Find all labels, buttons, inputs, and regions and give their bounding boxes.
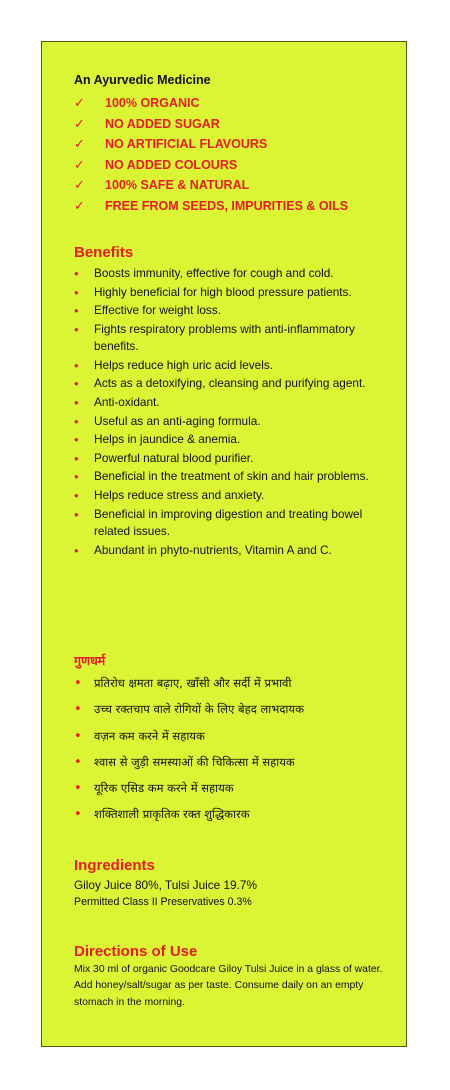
claim-text: 100% ORGANIC — [105, 96, 200, 110]
claim-item — [74, 196, 394, 217]
benefit-text: Useful as an anti-aging formula. — [94, 413, 261, 428]
directions-text: Mix 30 ml of organic Goodcare Giloy Tulsi Juice in a glass of water. Add honey/salt/sugar as per taste. Consume daily on an empty stomach in the morning. — [74, 964, 383, 1008]
claim-text: NO ADDED COLOURS — [105, 157, 238, 172]
bullet-icon: • — [74, 376, 79, 392]
benefit-item — [74, 357, 374, 374]
hindi-benefit-item — [74, 806, 394, 823]
benefit-text: Beneficial in improving digestion and treating bowel related issues. — [94, 506, 363, 538]
benefit-text: Helps reduce stress and anxiety. — [94, 487, 265, 502]
claim-text: NO ARTIFICIAL FLAVOURS — [105, 137, 268, 151]
checkmark-icon: ✓ — [74, 177, 85, 192]
claim-item — [74, 155, 394, 176]
bullet-icon: • — [74, 432, 79, 448]
hindi-benefit-text: श्वास से जुड़ी समस्याओं की चिकित्सा में सहायक — [94, 754, 295, 769]
ingredients-preservatives: Permitted Class II Preservatives 0.3% — [74, 896, 252, 908]
benefit-text: Abundant in phyto-nutrients, Vitamin A and C. — [94, 542, 332, 557]
bullet-icon: • — [74, 450, 79, 466]
hindi-benefit-item — [74, 780, 394, 797]
benefit-text: Highly beneficial for high blood pressure patients. — [94, 284, 352, 299]
bullet-icon: • — [74, 702, 82, 718]
bullet-icon: • — [74, 469, 79, 485]
hindi-benefit-item — [74, 701, 394, 718]
bullet-icon: • — [74, 487, 79, 503]
benefit-item — [74, 506, 374, 541]
claim-text: NO ADDED SUGAR — [105, 116, 220, 131]
label-panel — [41, 41, 407, 1047]
benefit-item — [74, 394, 374, 411]
benefit-item — [74, 375, 374, 392]
intro-title: An Ayurvedic Medicine — [74, 73, 211, 87]
benefit-item — [74, 265, 374, 282]
bullet-icon: • — [74, 266, 79, 281]
bullet-icon: • — [74, 676, 82, 691]
ingredients-composition: Giloy Juice 80%, Tulsi Juice 19.7% — [74, 878, 257, 892]
benefit-item — [74, 542, 374, 559]
claims-list — [74, 93, 394, 216]
hindi-benefits-list — [74, 675, 394, 823]
benefit-text: Helps in jaundice & anemia. — [94, 432, 241, 447]
bullet-icon: • — [74, 807, 82, 823]
directions-section — [74, 943, 386, 1011]
checkmark-icon: ✓ — [74, 197, 85, 213]
hindi-benefit-text: वज़न कम करने में सहायक — [94, 728, 205, 743]
bullet-icon: • — [74, 303, 79, 319]
hindi-benefits-heading: गुणधर्म — [74, 654, 106, 668]
claim-item — [74, 134, 394, 155]
benefit-text: Beneficial in the treatment of skin and hair problems. — [94, 469, 369, 484]
checkmark-icon: ✓ — [74, 95, 85, 110]
benefit-item — [74, 302, 374, 319]
benefit-text: Boosts immunity, effective for cough and cold. — [94, 266, 334, 280]
benefits-list — [74, 265, 374, 559]
bullet-icon: • — [74, 394, 79, 410]
bullet-icon: • — [74, 413, 79, 429]
directions-heading: Directions of Use — [74, 943, 198, 960]
claim-text: 100% SAFE & NATURAL — [105, 178, 250, 192]
bullet-icon: • — [74, 781, 82, 797]
benefit-item — [74, 284, 374, 301]
intro-section — [74, 73, 394, 216]
bullet-icon: • — [74, 506, 79, 522]
hindi-benefit-item — [74, 754, 394, 771]
bullet-icon: • — [74, 321, 79, 337]
benefit-text: Anti-oxidant. — [94, 394, 160, 409]
bullet-icon: • — [74, 357, 79, 373]
checkmark-icon: ✓ — [74, 156, 85, 172]
checkmark-icon: ✓ — [74, 115, 85, 131]
benefit-item — [74, 321, 374, 356]
hindi-benefit-item — [74, 728, 394, 745]
benefit-text: Helps reduce high uric acid levels. — [94, 357, 274, 372]
benefits-section — [74, 244, 374, 560]
benefit-text: Effective for weight loss. — [94, 303, 221, 318]
hindi-benefit-text: शक्तिशाली प्राकृतिक रक्त शुद्धिकारक — [94, 807, 250, 822]
benefit-text: Fights respiratory problems with anti-inflammatory benefits. — [94, 321, 355, 354]
hindi-benefit-item — [74, 675, 394, 692]
claim-item — [74, 93, 394, 114]
bullet-icon: • — [74, 542, 79, 558]
benefit-text: Powerful natural blood purifier. — [94, 450, 254, 465]
benefits-heading: Benefits — [74, 244, 134, 261]
benefit-item — [74, 450, 374, 467]
hindi-benefit-text: प्रतिरोध क्षमता बढ़ाए, खाँसी और सर्दी में प्रभावी — [94, 676, 292, 690]
bullet-icon: • — [74, 284, 79, 300]
claim-text: FREE FROM SEEDS, IMPURITIES & OILS — [105, 198, 349, 213]
benefit-item — [74, 487, 374, 504]
bullet-icon: • — [74, 728, 82, 744]
benefit-item — [74, 431, 374, 448]
benefit-text: Acts as a detoxifying, cleansing and purifying agent. — [94, 376, 366, 391]
hindi-benefit-text: यूरिक एसिड कम करने में सहायक — [94, 781, 234, 796]
benefit-item — [74, 413, 374, 430]
bullet-icon: • — [74, 754, 82, 770]
hindi-benefit-text: उच्च रक्तचाप वाले रोगियों के लिए बेहद लाभदायक — [94, 702, 304, 717]
claim-item — [74, 114, 394, 135]
claim-item — [74, 175, 394, 196]
ingredients-heading: Ingredients — [74, 857, 155, 874]
ingredients-section — [74, 857, 394, 910]
checkmark-icon: ✓ — [74, 136, 85, 151]
hindi-benefits-section — [74, 652, 394, 833]
benefit-item — [74, 468, 374, 485]
